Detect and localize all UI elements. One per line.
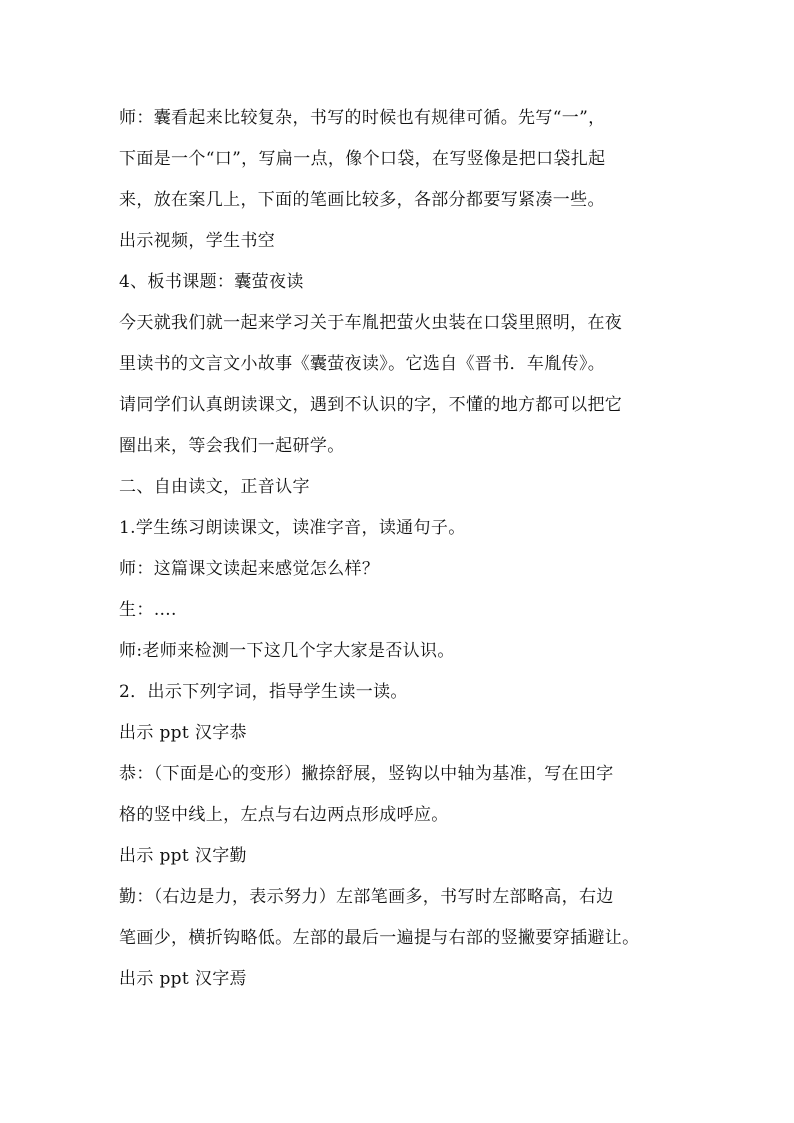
section-heading: 二、自由读文，正音认字	[119, 477, 310, 497]
text-line: 笔画少，横折钩略低。左部的最后一遍提与右部的竖撇要穿插避让。	[119, 928, 640, 948]
text-line: 里读书的文言文小故事《囊萤夜读》。它选自《晋书．车胤传》。	[119, 354, 606, 374]
text-line: 出示 ppt 汉字焉	[119, 969, 247, 989]
text-line: 师：囊看起来比较复杂，书写的时候也有规律可循。先写“一”，	[119, 108, 606, 128]
text-line: 今天就我们就一起来学习关于车胤把萤火虫装在口袋里照明，在夜	[119, 313, 623, 333]
text-line: 2．出示下列字词，指导学生读一读。	[119, 682, 408, 702]
text-line: 恭：（下面是心的变形）撇捺舒展，竖钩以中轴为基准，写在田字	[119, 764, 614, 784]
text-line: 师:老师来检测一下这几个字大家是否认识。	[119, 641, 455, 661]
text-line: 勤：（右边是力，表示努力）左部笔画多，书写时左部略高，右边	[119, 887, 614, 907]
text-line: 1.学生练习朗读课文，读准字音，读通句子。	[119, 518, 466, 538]
text-line: 生：….	[119, 600, 177, 620]
text-line: 格的竖中线上，左点与右边两点形成呼应。	[119, 805, 449, 825]
text-line: 出示 ppt 汉字恭	[119, 723, 247, 743]
text-line: 师：这篇课文读起来感觉怎么样？	[119, 559, 380, 579]
document-body	[119, 104, 689, 1006]
text-line: 圈出来，等会我们一起研学。	[119, 436, 345, 456]
text-line: 下面是一个“口”，写扁一点，像个口袋，在写竖像是把口袋扎起	[119, 149, 606, 169]
text-line: 出示 ppt 汉字勤	[119, 846, 247, 866]
text-line: 出示视频，学生书空	[119, 231, 276, 251]
section-heading: 4、板书课题：囊萤夜读	[119, 272, 304, 292]
text-line: 来，放在案几上，下面的笔画比较多，各部分都要写紧凑一些。	[119, 190, 605, 210]
text-line: 请同学们认真朗读课文，遇到不认识的字，不懂的地方都可以把它	[119, 395, 623, 415]
